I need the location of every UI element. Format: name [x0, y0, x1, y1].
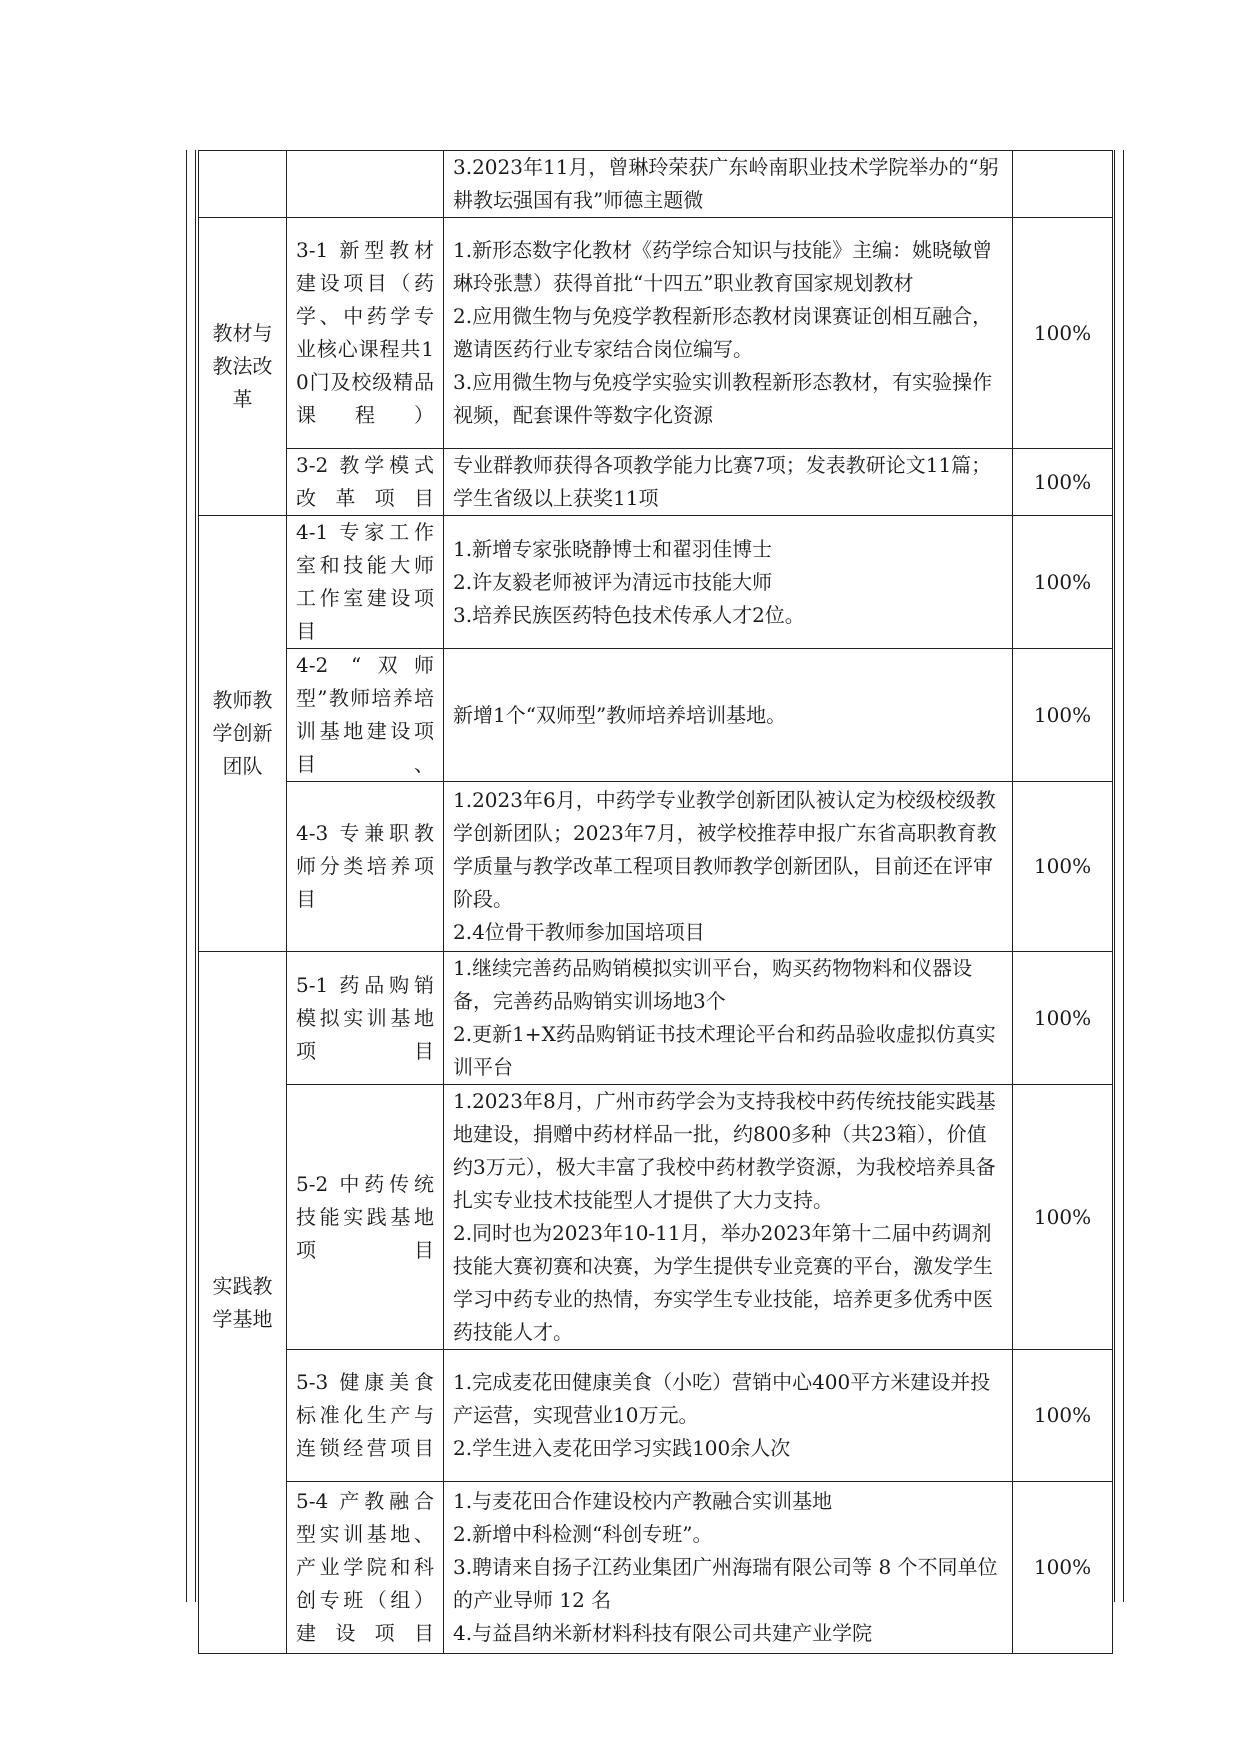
content-line: 3.2023年11月，曾琳玲荣获广东岭南职业技术学院举办的“躬耕教坛强国有我”师德主题微	[453, 155, 999, 212]
content-line: 1.与麦花田合作建设校内产教融合实训基地	[453, 1489, 833, 1513]
content-line: 3.应用微生物与免疫学实验实训教程新形态教材，有实验操作视频，配套课件等数字化资源	[453, 370, 993, 427]
project-cell: 4-2 “双师型”教师培养培训基地建设项目、	[287, 649, 444, 782]
content-cell	[444, 151, 1013, 218]
content-line: 1.2023年6月，中药学专业教学创新团队被认定为校级校级教学创新团队；2023年7月，被学校推荐申报广东省高职教育教学质量与教学改革工程项目教师教学创新团队，目前还在评审阶段。	[453, 788, 997, 911]
table-row	[199, 1085, 1113, 1350]
content-cell	[444, 649, 1013, 782]
project-cell: 5-1 药品购销模拟实训基地项目	[287, 952, 444, 1085]
content-cell	[444, 782, 1013, 952]
table-row	[199, 782, 1113, 952]
category-cell: 实践教学基地	[199, 952, 287, 1654]
completion-rate: 100%	[1013, 516, 1113, 649]
content-line: 1.继续完善药品购销模拟实训平台，购买药物物料和仪器设备，完善药品购销实训场地3个	[453, 956, 973, 1013]
left-margin-frame	[186, 150, 196, 1602]
content-line: 2.同时也为2023年10-11月，举办2023年第十二届中药调剂技能大赛初赛和决赛，为学生提供专业竞赛的平台，激发学生学习中药专业的热情，夯实学生专业技能，培养更多优秀中医药技能人才。	[453, 1221, 993, 1344]
content-cell	[444, 1085, 1013, 1350]
project-cell-empty	[287, 151, 444, 218]
content-line: 3.培养民族医药特色技术传承人才2位。	[453, 602, 805, 627]
completion-rate: 100%	[1013, 1085, 1113, 1350]
table-row	[199, 151, 1113, 218]
completion-rate: 100%	[1013, 1350, 1113, 1482]
table-row	[199, 1482, 1113, 1654]
project-cell: 5-2 中药传统技能实践基地项目	[287, 1085, 444, 1350]
content-cell	[444, 952, 1013, 1085]
category-cell-empty	[199, 151, 287, 218]
completion-rate: 100%	[1013, 952, 1113, 1085]
completion-rate: 100%	[1013, 449, 1113, 516]
completion-rate: 100%	[1013, 782, 1113, 952]
project-cell: 3-1 新型教材建设项目（药学、中药学专业核心课程共10门及校级精品课程）	[287, 218, 444, 449]
content-line: 2.许友毅老师被评为清远市技能大师	[453, 569, 773, 594]
project-cell: 3-2 教学模式改革项目	[287, 449, 444, 516]
project-cell: 5-4 产教融合型实训基地、产业学院和科创专班（组）建设项目	[287, 1482, 444, 1654]
content-cell	[444, 516, 1013, 649]
project-cell: 4-1 专家工作室和技能大师工作室建设项目	[287, 516, 444, 649]
content-cell	[444, 449, 1013, 516]
content-cell	[444, 1482, 1013, 1654]
right-margin-frame	[1114, 150, 1124, 1602]
content-line: 1.新增专家张晓静博士和翟羽佳博士	[453, 536, 773, 561]
content-line: 2.更新1+X药品购销证书技术理论平台和药品验收虚拟仿真实训平台	[453, 1022, 996, 1079]
content-line: 2.学生进入麦花田学习实践100余人次	[453, 1436, 791, 1460]
project-cell: 5-3 健康美食标准化生产与连锁经营项目	[287, 1350, 444, 1482]
content-line: 1.2023年8月，广州市药学会为支持我校中药传统技能实践基地建设，捐赠中药材样品一批，约800多种（共23箱），价值约3万元），极大丰富了我校中药材教学资源，为我校培养具备扎实专业技术技能型人才提供了大力支持。	[453, 1089, 996, 1212]
category-cell: 教师教学创新团队	[199, 516, 287, 952]
completion-rate: 100%	[1013, 1482, 1113, 1654]
project-cell: 4-3 专兼职教师分类培养项目	[287, 782, 444, 952]
category-cell: 教材与教法改革	[199, 218, 287, 516]
table-row	[199, 516, 1113, 649]
table-row	[199, 1350, 1113, 1482]
content-line: 4.与益昌纳米新材料科技有限公司共建产业学院	[453, 1621, 873, 1645]
project-progress-table	[198, 150, 1113, 1654]
content-cell	[444, 218, 1013, 449]
content-line: 新增1个“双师型”教师培养培训基地。	[453, 702, 787, 727]
completion-rate: 100%	[1013, 649, 1113, 782]
content-cell	[444, 1350, 1013, 1482]
table-row	[199, 449, 1113, 516]
completion-rate: 100%	[1013, 218, 1113, 449]
content-line: 3.聘请来自扬子江药业集团广州海瑞有限公司等 8 个不同单位的产业导师 12 名	[453, 1555, 998, 1612]
content-line: 1.新形态数字化教材《药学综合知识与技能》主编：姚晓敏曾琳玲张慧）获得首批“十四五”职业教育国家规划教材	[453, 238, 993, 295]
content-line: 专业群教师获得各项教学能力比赛7项；发表教研论文11篇；学生省级以上获奖11项	[453, 453, 992, 510]
table-row	[199, 218, 1113, 449]
table-row	[199, 952, 1113, 1085]
table-row	[199, 649, 1113, 782]
completion-rate	[1013, 151, 1113, 218]
content-line: 2.4位骨干教师参加国培项目	[453, 920, 705, 944]
content-line: 1.完成麦花田健康美食（小吃）营销中心400平方米建设并投产运营，实现营业10万元。	[453, 1370, 991, 1427]
content-line: 2.应用微生物与免疫学教程新形态教材岗课赛证创相互融合，邀请医药行业专家结合岗位编写。	[453, 304, 993, 361]
content-line: 2.新增中科检测“科创专班”。	[453, 1522, 713, 1546]
